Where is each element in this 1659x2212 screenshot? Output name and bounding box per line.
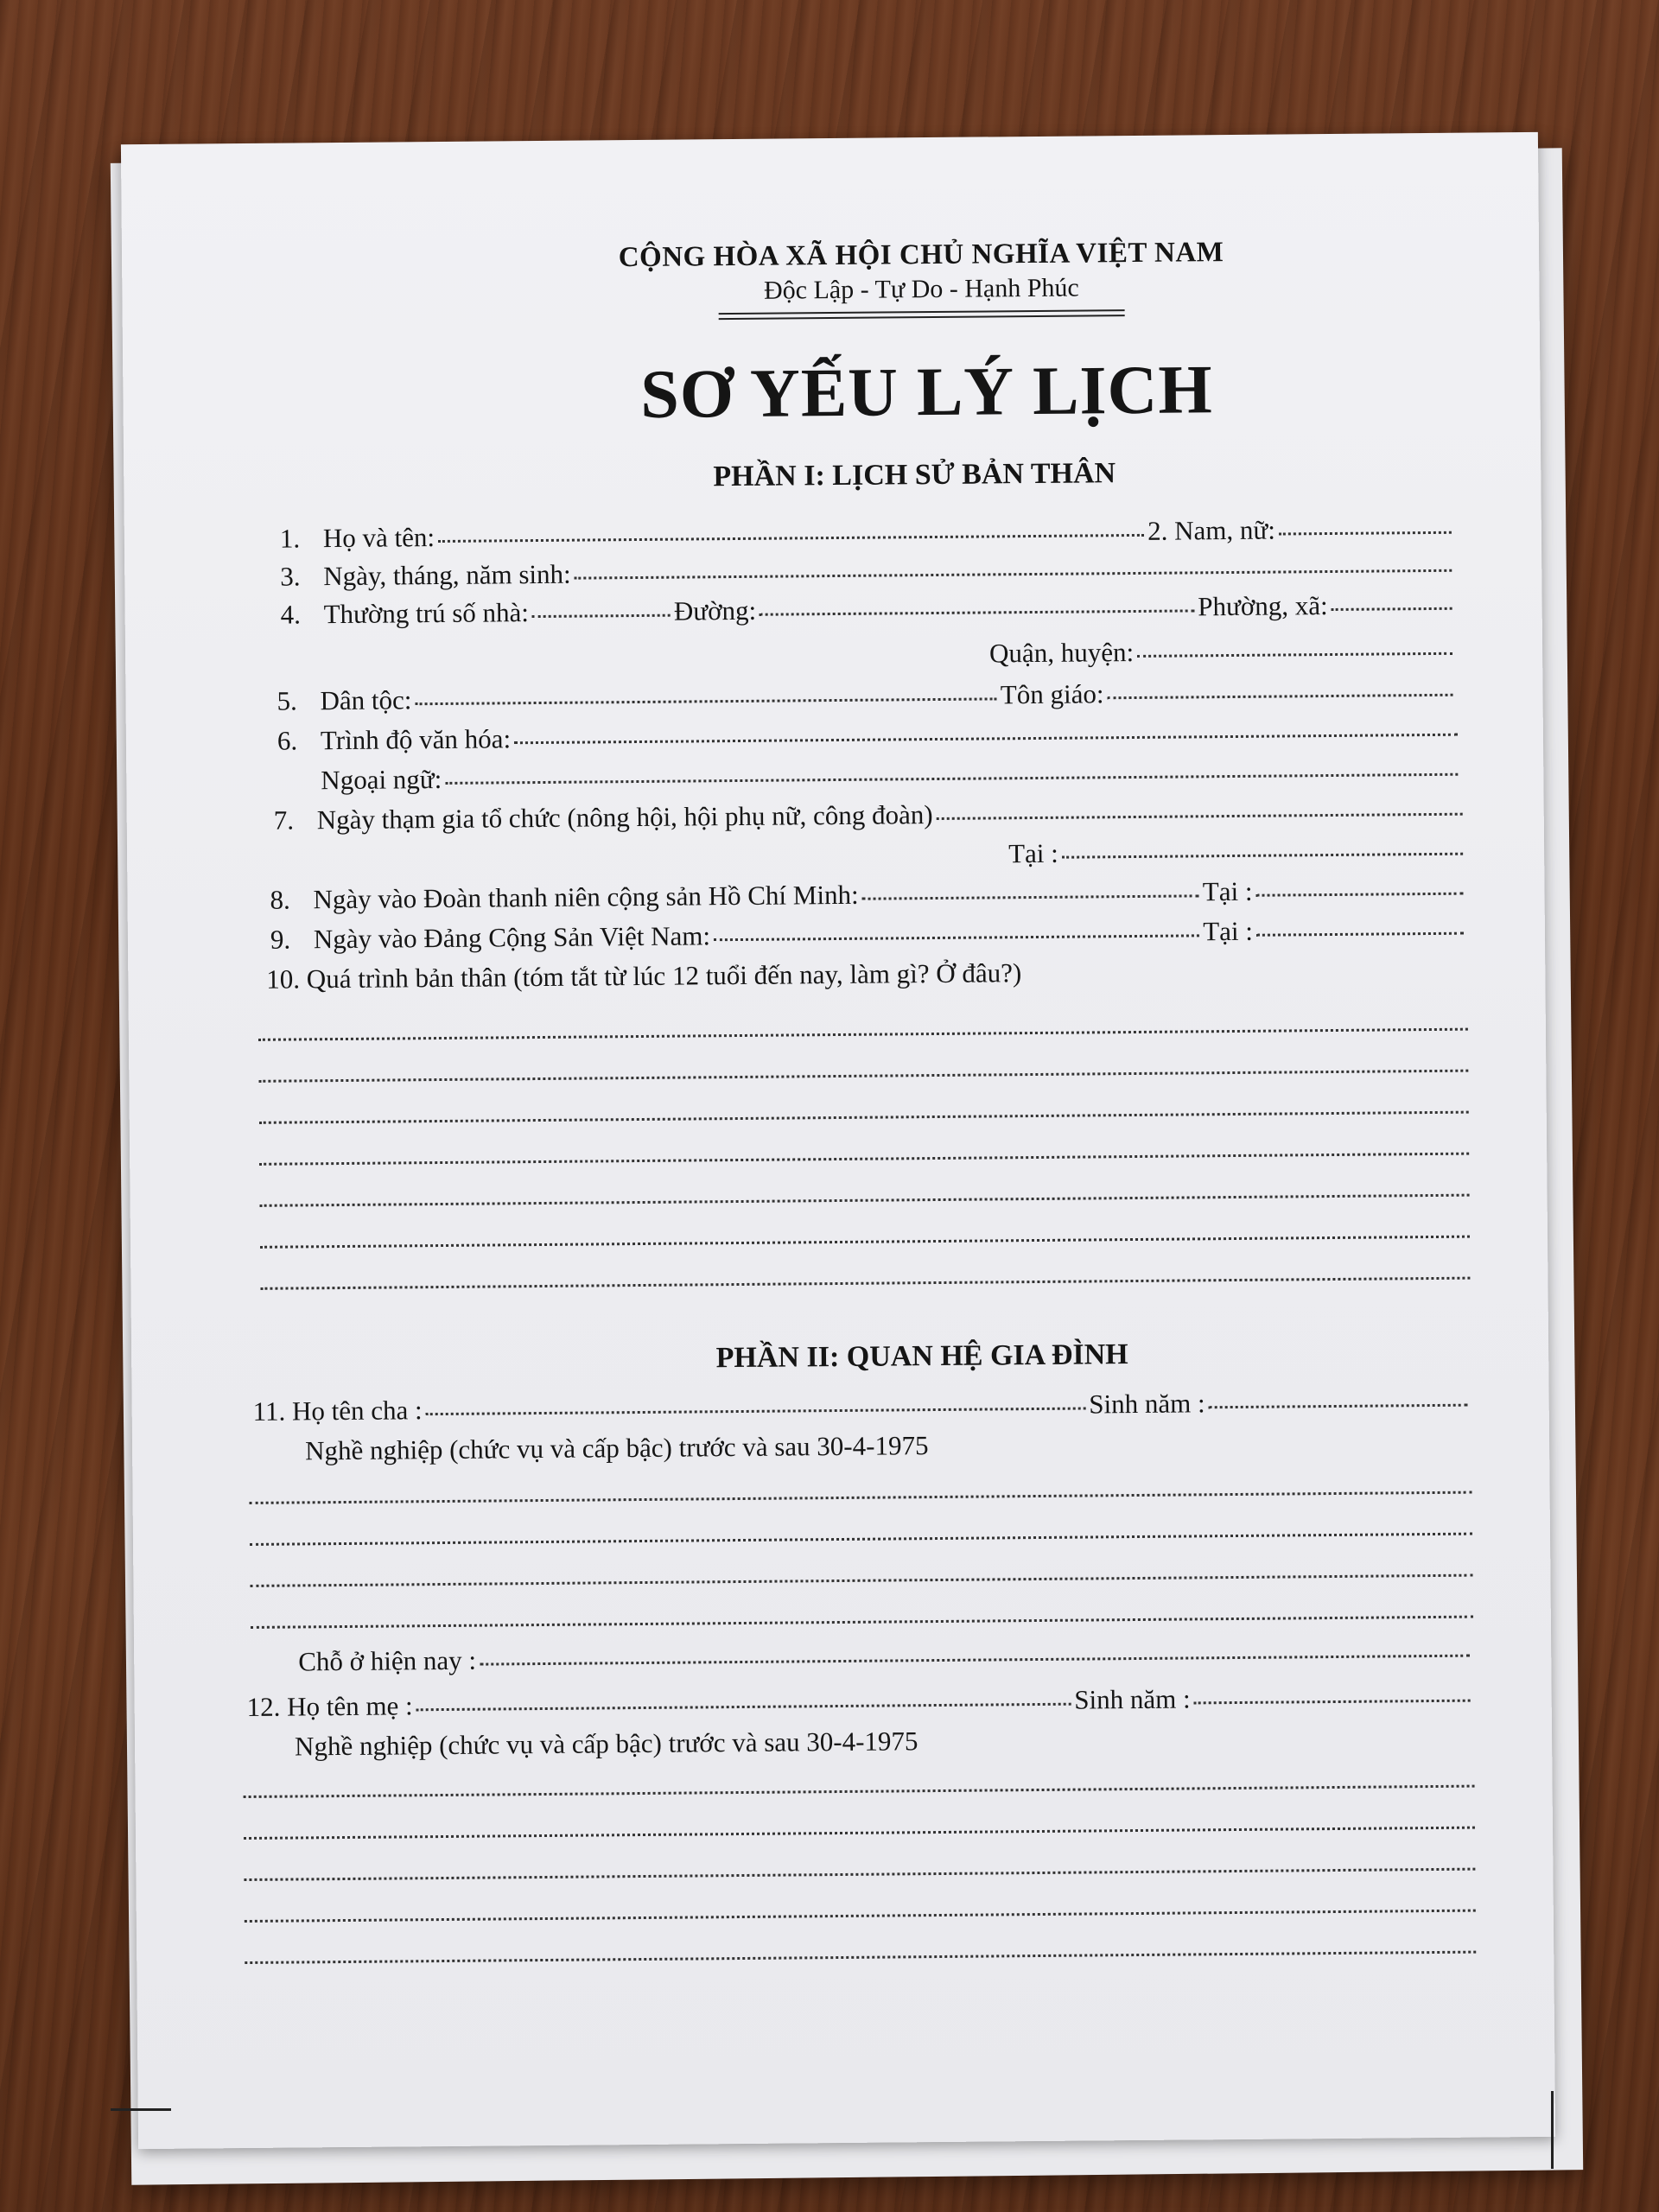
father-residence-blank[interactable] xyxy=(480,1655,1470,1666)
birth-year-label: Sinh năm : xyxy=(1074,1683,1191,1715)
field-label: Ngày thạm gia tổ chức (nông hội, hội phụ nữ, công đoàn) xyxy=(316,799,933,836)
field-number: 5. xyxy=(276,685,297,716)
national-motto: Độc Lập - Tự Do - Hạnh Phúc xyxy=(763,273,1079,305)
education-blank[interactable] xyxy=(514,734,1458,745)
mother-occupation-line[interactable] xyxy=(244,1785,1475,1798)
field-ethnicity xyxy=(276,676,1456,717)
part1-title: PHẦN I: LỊCH SỬ BẢN THÂN xyxy=(713,457,1116,493)
field-label: Ngày, tháng, năm sinh: xyxy=(323,558,571,592)
organization-date-blank[interactable] xyxy=(937,813,1463,820)
house-number-blank[interactable] xyxy=(532,614,671,618)
field-label: Ngày vào Đoàn thanh niên cộng sản Hồ Chí Minh: xyxy=(313,879,859,915)
mother-birth-year-blank[interactable] xyxy=(1194,1700,1471,1705)
sheet-edge-mark xyxy=(1551,2091,1554,2169)
street-label: Đường: xyxy=(673,594,757,626)
field-address xyxy=(281,589,1456,631)
field-label-gender: 2. Nam, nữ: xyxy=(1147,514,1276,546)
sheet-edge-mark xyxy=(111,2108,171,2111)
field-education xyxy=(277,715,1461,757)
father-occupation-line[interactable] xyxy=(250,1491,1472,1504)
field-label: Trình độ văn hóa: xyxy=(320,723,512,756)
field-number: 4. xyxy=(280,599,302,630)
ward-label: Phường, xã: xyxy=(1198,590,1328,622)
history-line[interactable] xyxy=(259,1111,1469,1124)
field-birth-date xyxy=(280,551,1455,593)
header-double-rule xyxy=(719,309,1125,320)
history-line[interactable] xyxy=(260,1236,1470,1249)
father-occupation-line[interactable] xyxy=(250,1574,1472,1587)
field-number: 1. xyxy=(279,523,301,554)
religion-label: Tôn giáo: xyxy=(1000,678,1104,710)
place-label: Tại : xyxy=(1202,875,1253,907)
form-paper xyxy=(121,132,1555,2149)
field-label: 10. Quá trình bản thân (tóm tắt từ lúc 12 tuổi đến nay, làm gì? Ở đâu?) xyxy=(266,957,1022,995)
field-label: Dân tộc: xyxy=(320,684,412,716)
field-number: 9. xyxy=(270,924,291,955)
father-birth-year-blank[interactable] xyxy=(1209,1404,1468,1409)
field-number: 8. xyxy=(270,884,290,915)
field-father-occupation xyxy=(305,1426,1463,1467)
youth-union-date-blank[interactable] xyxy=(862,894,1199,899)
field-label: Họ và tên: xyxy=(322,522,435,554)
mother-occupation-line[interactable] xyxy=(244,1868,1475,1881)
father-occupation-line[interactable] xyxy=(251,1616,1473,1629)
father-name-blank[interactable] xyxy=(426,1408,1086,1416)
field-father-name xyxy=(253,1386,1471,1427)
field-label: 11. Họ tên cha : xyxy=(252,1395,423,1427)
document-header xyxy=(122,234,1540,325)
field-father-residence xyxy=(298,1637,1473,1678)
field-label: Chỗ ở hiện nay : xyxy=(298,1644,477,1677)
district-label: Quận, huyện: xyxy=(988,636,1135,669)
field-youth-union xyxy=(270,874,1466,916)
field-number: 7. xyxy=(273,804,295,836)
history-line[interactable] xyxy=(260,1277,1470,1290)
mother-occupation-line[interactable] xyxy=(245,1951,1476,1964)
field-organization-join xyxy=(274,795,1466,836)
field-organization-place xyxy=(1008,835,1466,870)
field-label: Ngoại ngữ: xyxy=(321,763,442,796)
field-foreign-language xyxy=(321,755,1461,797)
mother-occupation-line[interactable] xyxy=(244,1827,1475,1840)
birth-date-blank[interactable] xyxy=(575,569,1452,580)
father-occupation-line[interactable] xyxy=(250,1533,1472,1546)
ethnicity-blank[interactable] xyxy=(415,697,996,705)
field-label: Nghề nghiệp (chức vụ và cấp bậc) trước và sau 30-4-1975 xyxy=(304,1430,929,1466)
birth-year-label: Sinh năm : xyxy=(1089,1388,1205,1420)
place-label: Tại : xyxy=(1007,837,1058,869)
field-number: 3. xyxy=(280,561,301,592)
place-label: Tại : xyxy=(1203,915,1254,947)
field-personal-history xyxy=(266,954,1467,995)
field-party xyxy=(270,914,1467,956)
mother-occupation-line[interactable] xyxy=(245,1910,1476,1923)
country-name: CỘNG HÒA XÃ HỘI CHỦ NGHĨA VIỆT NAM xyxy=(618,237,1224,274)
organization-place-blank[interactable] xyxy=(1062,853,1463,859)
field-mother-occupation xyxy=(295,1721,1452,1763)
party-date-blank[interactable] xyxy=(714,934,1199,941)
mother-name-blank[interactable] xyxy=(416,1703,1071,1712)
foreign-language-blank[interactable] xyxy=(445,773,1458,785)
part2-title: PHẦN II: QUAN HỆ GIA ĐÌNH xyxy=(715,1338,1128,1375)
history-line[interactable] xyxy=(260,1194,1470,1207)
party-place-blank[interactable] xyxy=(1256,932,1464,937)
street-blank[interactable] xyxy=(760,609,1194,615)
history-line[interactable] xyxy=(259,1153,1469,1166)
field-mother-name xyxy=(247,1681,1474,1723)
youth-union-place-blank[interactable] xyxy=(1256,893,1464,897)
district-blank[interactable] xyxy=(1137,652,1452,658)
religion-blank[interactable] xyxy=(1108,694,1453,699)
field-label: Ngày vào Đảng Cộng Sản Việt Nam: xyxy=(313,920,711,955)
history-line[interactable] xyxy=(258,1070,1468,1083)
field-label: Thường trú số nhà: xyxy=(323,597,530,630)
field-full-name xyxy=(280,513,1455,555)
ward-blank[interactable] xyxy=(1332,607,1452,611)
document-title: SƠ YẾU LÝ LỊCH xyxy=(639,352,1213,433)
field-number: 6. xyxy=(276,725,298,756)
field-label: Nghề nghiệp (chức vụ và cấp bậc) trước và sau 30-4-1975 xyxy=(294,1726,918,1762)
gender-blank[interactable] xyxy=(1279,531,1452,536)
full-name-blank[interactable] xyxy=(438,534,1144,543)
field-label: 12. Họ tên mẹ : xyxy=(246,1690,413,1722)
field-district xyxy=(989,634,1456,670)
history-line[interactable] xyxy=(258,1028,1468,1041)
